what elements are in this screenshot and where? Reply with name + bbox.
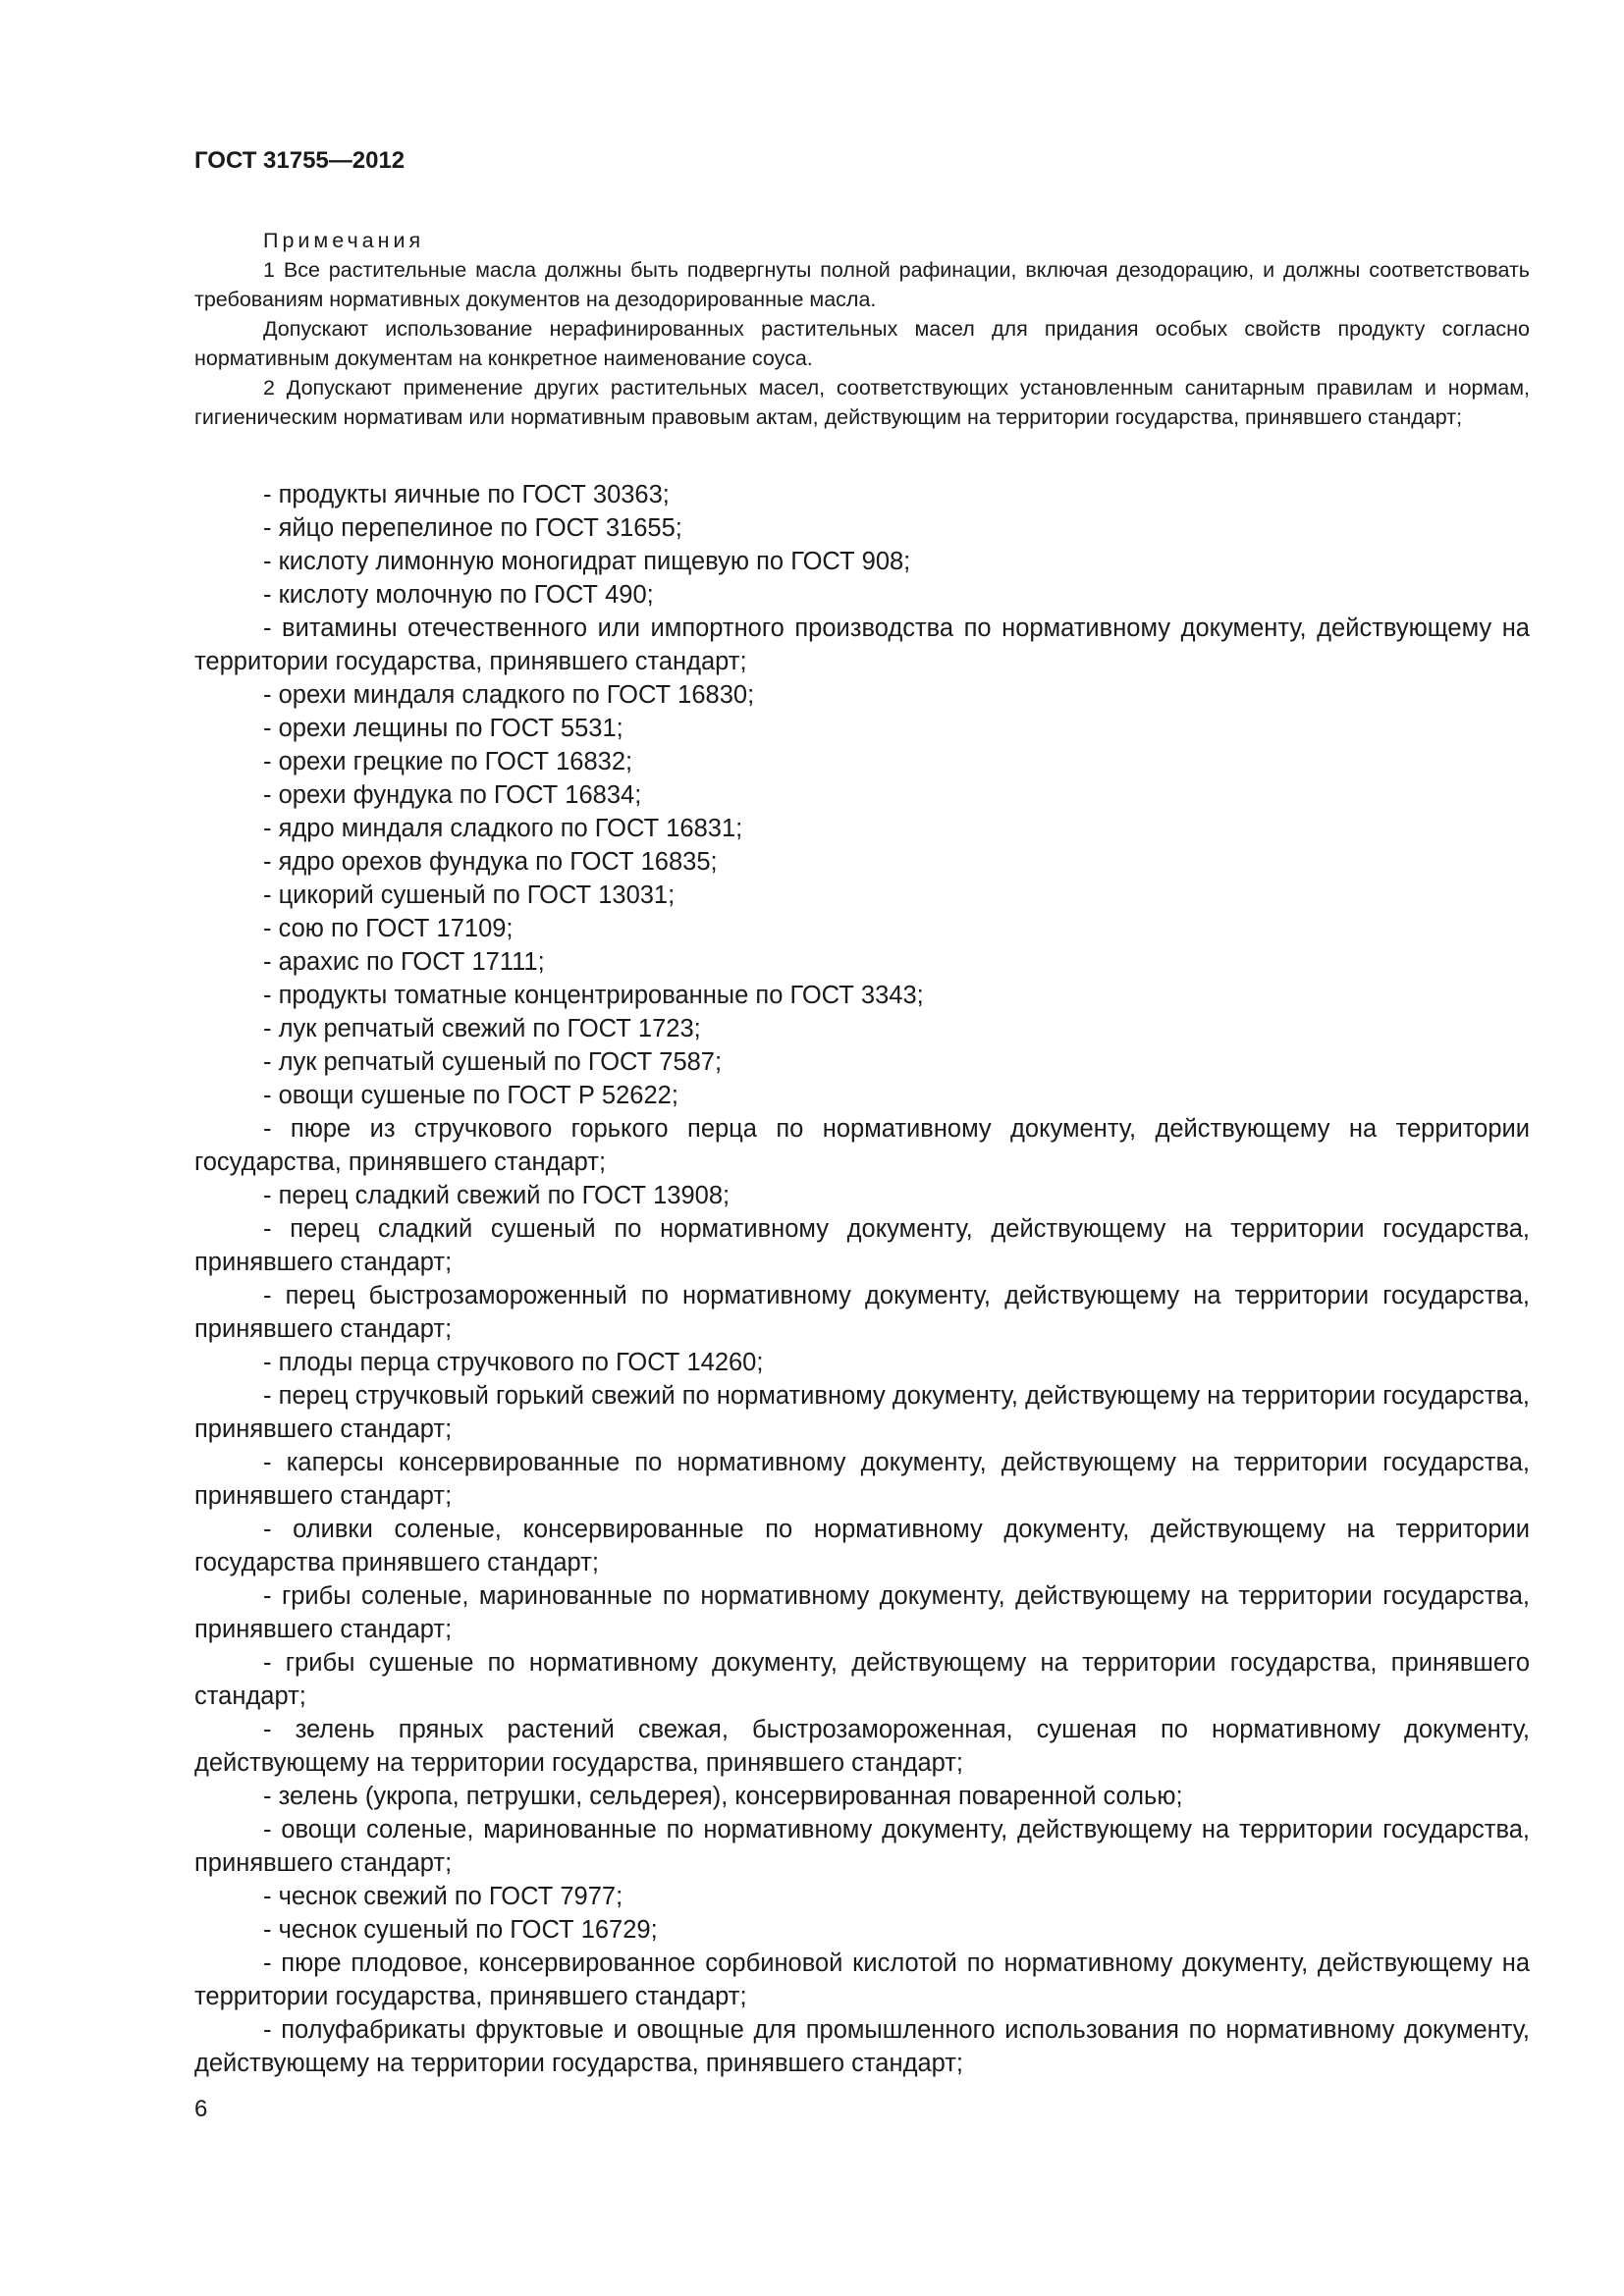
list-item: - ядро миндаля сладкого по ГОСТ 16831;: [263, 815, 743, 842]
list-item: - чеснок свежий по ГОСТ 7977;: [263, 1883, 623, 1910]
list-item: - лук репчатый свежий по ГОСТ 1723;: [263, 1015, 701, 1042]
list-item: - чеснок сушеный по ГОСТ 16729;: [263, 1916, 658, 1944]
list-item: - овощи сушеные по ГОСТ Р 52622;: [263, 1082, 678, 1109]
list-item: - продукты томатные концентрированные по ГОСТ 3343;: [263, 982, 924, 1009]
list-item: - лук репчатый сушеный по ГОСТ 7587;: [263, 1048, 723, 1076]
list-item: - орехи фундука по ГОСТ 16834;: [263, 781, 642, 809]
document-id: ГОСТ 31755—2012: [194, 147, 406, 174]
list-item: - зелень (укропа, петрушки, сельдерея), консервированная поваренной солью;: [263, 1783, 1183, 1810]
list-item: - цикорий сушеный по ГОСТ 13031;: [263, 881, 676, 909]
list-item: - пюре плодовое, консервированное сорбиновой кислотой по нормативному документу, действующему на территории государства, принявшего стандарт;: [194, 1949, 1530, 2010]
list-item: - продукты яичные по ГОСТ 30363;: [263, 481, 670, 508]
page-number: 6: [194, 2096, 208, 2122]
list-item: - каперсы консервированные по нормативному документу, действующему на территории государства, принявшего стандарт;: [194, 1449, 1530, 1510]
list-item: - орехи миндаля сладкого по ГОСТ 16830;: [263, 681, 755, 709]
list-item: - полуфабрикаты фруктовые и овощные для промышленного использования по нормативному документу, действующему на территории государства, принявшего стандарт;: [194, 2016, 1530, 2077]
list-item: - перец сладкий свежий по ГОСТ 13908;: [263, 1182, 731, 1209]
list-item: - арахис по ГОСТ 17111;: [263, 948, 545, 976]
notes-title: Примечания: [263, 229, 425, 252]
list-item: - перец сладкий сушеный по нормативному документу, действующему на территории государства, принявшего стандарт;: [194, 1215, 1530, 1276]
list-item: - орехи грецкие по ГОСТ 16832;: [263, 748, 633, 775]
list-item: - зелень пряных растений свежая, быстрозамороженная, сушеная по нормативному документу, действующему на территории государства, принявшего стандарт;: [194, 1716, 1530, 1777]
list-item: - перец стручковый горький свежий по нормативному документу, действующему на территории государства, принявшего стандарт;: [194, 1382, 1530, 1443]
list-item: - оливки соленые, консервированные по нормативному документу, действующему на территории государства принявшего стандарт;: [194, 1516, 1530, 1576]
list-item: - кислоту молочную по ГОСТ 490;: [263, 581, 654, 609]
list-item: - сою по ГОСТ 17109;: [263, 915, 514, 942]
list-item: - кислоту лимонную моногидрат пищевую по ГОСТ 908;: [263, 548, 911, 575]
ingredient-list: [194, 478, 1530, 2080]
list-item: - овощи соленые, маринованные по нормативному документу, действующему на территории государства, принявшего стандарт;: [194, 1816, 1530, 1877]
list-item: - яйцо перепелиное по ГОСТ 31655;: [263, 514, 682, 542]
note-paragraph: Допускают использование нерафинированных растительных масел для придания особых свойств продукту согласно нормативным документам на конкретное наименование соуса.: [194, 317, 1530, 370]
list-item: - перец быстрозамороженный по нормативному документу, действующему на территории государства, принявшего стандарт;: [194, 1282, 1530, 1343]
list-item: - грибы соленые, маринованные по нормативному документу, действующему на территории государства, принявшего стандарт;: [194, 1582, 1530, 1643]
list-item: - пюре из стручкового горького перца по нормативному документу, действующему на территории государства, принявшего стандарт;: [194, 1115, 1530, 1176]
list-item: - ядро орехов фундука по ГОСТ 16835;: [263, 848, 718, 876]
list-item: - витамины отечественного или импортного производства по нормативному документу, действующему на территории государства, принявшего стандарт;: [194, 614, 1530, 675]
note-paragraph: 1 Все растительные масла должны быть подвергнуты полной рафинации, включая дезодорацию, и должны соответствовать требованиям нормативных документов на дезодорированные масла.: [194, 258, 1530, 311]
notes-section: [194, 226, 1530, 432]
list-item: - орехи лещины по ГОСТ 5531;: [263, 715, 623, 742]
list-item: - плоды перца стручкового по ГОСТ 14260;: [263, 1349, 764, 1376]
list-item: - грибы сушеные по нормативному документу, действующему на территории государства, принявшего стандарт;: [194, 1649, 1530, 1710]
note-paragraph: 2 Допускают применение других растительных масел, соответствующих установленным санитарным правилам и нормам, гигиеническим нормативам или нормативным правовым актам, действующим на территории государства, принявшего стандарт;: [194, 376, 1530, 429]
